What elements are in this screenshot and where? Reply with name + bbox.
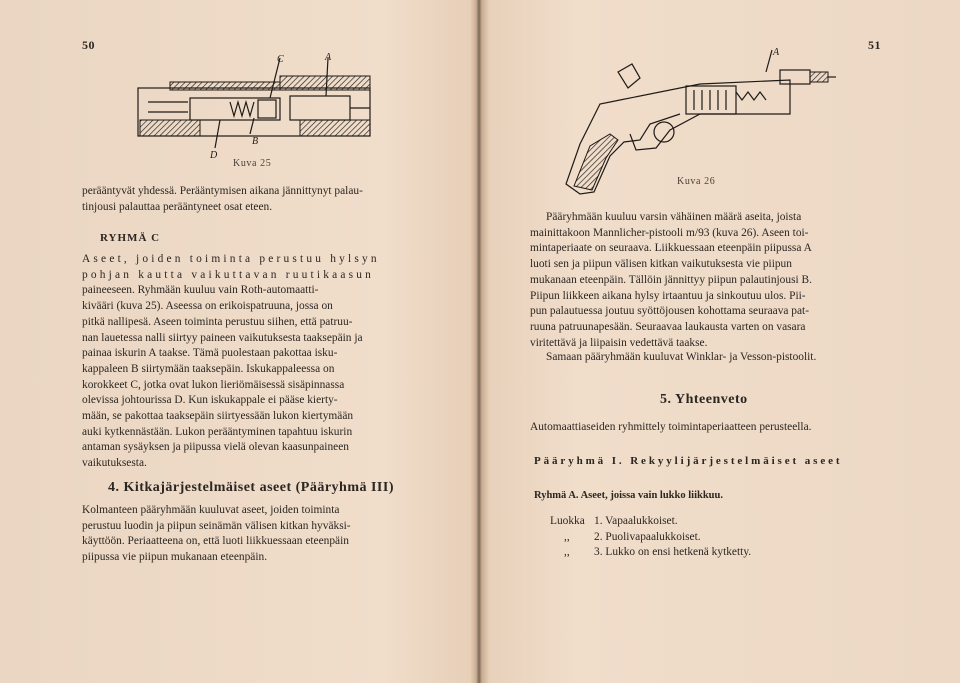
ryhma-a-heading: Ryhmä A. Aseet, joissa vain lukko liikkuu. — [534, 490, 723, 501]
paragraph-2 — [546, 350, 886, 366]
text-line: mään, se pakottaa taaksepäin siirtyessään lukon kiertymään — [82, 410, 354, 423]
list-prefix: ,, — [564, 546, 570, 559]
section-4-heading: 4. Kitkajärjestelmäiset aseet (Pääryhmä III) — [108, 480, 394, 495]
front-band — [780, 70, 810, 84]
text-line: Piipun liikkeen aikana hylsy irtaantuu ja sinkoutuu ulos. Pii- — [530, 289, 806, 302]
section-4-paragraph — [82, 503, 404, 566]
text-line: luoti sen ja piipun välisen kitkan vaikutuksesta vie piipun — [530, 258, 792, 271]
text-line: kivääri (kuva 25). Aseessa on erikoispatruuna, jossa on — [82, 300, 333, 313]
text-line: Samaan pääryhmään kuuluvat Winklar- ja Vesson-pistoolit. — [546, 351, 817, 363]
text-line: paineeseen. Ryhmään kuuluu vain Roth-automaatti- — [82, 284, 319, 297]
spring-c — [230, 102, 254, 116]
text-line: tinjousi palauttaa perääntyneet osat eteen. — [82, 200, 273, 213]
text-line: painaa iskurin A taakse. Tämä puolestaan pakottaa isku- — [82, 347, 338, 360]
text-line: pun palautuessa joutuu syöttöjousen kohottama seuraava pat- — [530, 305, 810, 318]
paaryhma-i-heading: Pääryhmä I. Rekyylijärjestelmäiset aseet — [534, 455, 843, 467]
text-line: antaman sysäyksen ja piipussa vielä olevan kaasunpaineen — [82, 441, 349, 454]
class-list — [550, 514, 751, 561]
barrel-hatch-upper — [280, 76, 370, 90]
list-text: 1. Vapaalukkoiset. — [594, 515, 678, 527]
label-c: C — [277, 54, 284, 65]
intro-paragraph — [82, 184, 404, 215]
right-page — [480, 0, 960, 683]
page-number-left: 50 — [82, 38, 95, 52]
text-line: pohjan kautta vaikuttavan ruutikaasun — [82, 268, 375, 281]
text-line: kappaleen B siirtymään taaksepäin. Iskukappaleessa on — [82, 362, 335, 375]
text-line: olevissa johtourissa D. Kun iskukappale ei pääse kierty- — [82, 394, 338, 407]
muzzle-hatch — [810, 72, 828, 82]
text-line: Kolmanteen pääryhmään kuuluvat aseet, joiden toiminta — [82, 504, 340, 516]
text-line: mukanaan eteenpäin. Tällöin jännittyy piipun palautinjousi B. — [530, 273, 812, 286]
list-text: 3. Lukko on ensi hetkenä kytketty. — [594, 546, 752, 559]
roth-rifle-diagram — [130, 52, 380, 164]
leader-a — [766, 50, 772, 72]
section-5-heading: 5. Yhteenveto — [660, 392, 748, 407]
trigger-guard — [654, 122, 674, 142]
bolt-body — [190, 98, 280, 120]
label-d: D — [210, 150, 218, 161]
text-line: mintaperiaate on seuraava. Liikkuessaan eteenpäin piipussa A — [530, 242, 812, 255]
text-line: Automaattiaseiden ryhmittely toimintaperiaatteen perusteella. — [530, 421, 812, 433]
list-text: 2. Puolivapaalukkoiset. — [594, 530, 701, 543]
list-item — [550, 545, 751, 561]
text-line: piipussa vie piipun mukanaan eteenpäin. — [82, 551, 268, 564]
text-line: Aseet, joiden toiminta perustuu hylsyn — [82, 253, 380, 265]
label-a: A — [325, 52, 332, 63]
text-line: ruuna patruunapesään. Seuraavaa laukausta varten on vasara — [530, 320, 806, 333]
text-line: käyttöön. Periaatteena on, että luoti liikkuessaan eteenpäin — [82, 535, 349, 548]
ryhma-c-paragraph — [82, 252, 404, 472]
text-line: vaikutuksesta. — [82, 457, 147, 470]
figure-caption-26: Kuva 26 — [677, 176, 716, 187]
leader-d — [215, 120, 220, 148]
paragraph-1 — [530, 210, 878, 351]
recoil-spring-b — [736, 92, 766, 100]
label-b: B — [252, 136, 259, 147]
chamber — [290, 96, 350, 120]
text-line: auki kytkennästään. Lukon perääntyminen tapahtuu iskurin — [82, 425, 353, 438]
figure-caption-25: Kuva 25 — [233, 158, 272, 169]
text-line: Pääryhmään kuuluu varsin vähäinen määrä aseita, joista — [546, 211, 802, 223]
barrel-hatch-lower — [300, 120, 370, 136]
ryhma-c-heading: RYHMÄ C — [100, 232, 161, 244]
text-line: mainittakoon Mannlicher-pistooli m/93 (kuva 26). Aseen toi- — [530, 226, 809, 239]
list-prefix: ,, — [564, 530, 570, 543]
list-item — [550, 514, 751, 530]
left-page — [0, 0, 478, 683]
text-line: perustuu luodin ja piipun seinämän välisen kitkan hyväksi- — [82, 519, 351, 532]
text-line: pitkä nallipesä. Aseen toiminta perustuu siihen, että patruu- — [82, 315, 353, 328]
stock-hatch — [140, 120, 200, 136]
label-a: A — [773, 47, 780, 58]
bolt-top-hatch — [170, 82, 280, 90]
list-item — [550, 530, 751, 546]
firing-pin — [258, 100, 276, 118]
hammer — [618, 64, 640, 88]
text-line: nan lauetessa nalli siirtyy paineen vaikutuksesta taaksepäin ja — [82, 331, 363, 344]
summary-intro — [530, 420, 880, 436]
frame-outline — [620, 80, 790, 150]
text-line: perääntyvät yhdessä. Perääntymisen aikana jännittynyt palau- — [82, 185, 363, 197]
text-line: korokkeet C, jotka ovat lukon lieriömäisessä sisäpinnassa — [82, 378, 345, 391]
list-prefix: Luokka — [550, 515, 585, 527]
page-number-right: 51 — [868, 38, 881, 52]
text-line: viritettävä ja liipaisin vedettävä taakse. — [530, 336, 708, 349]
